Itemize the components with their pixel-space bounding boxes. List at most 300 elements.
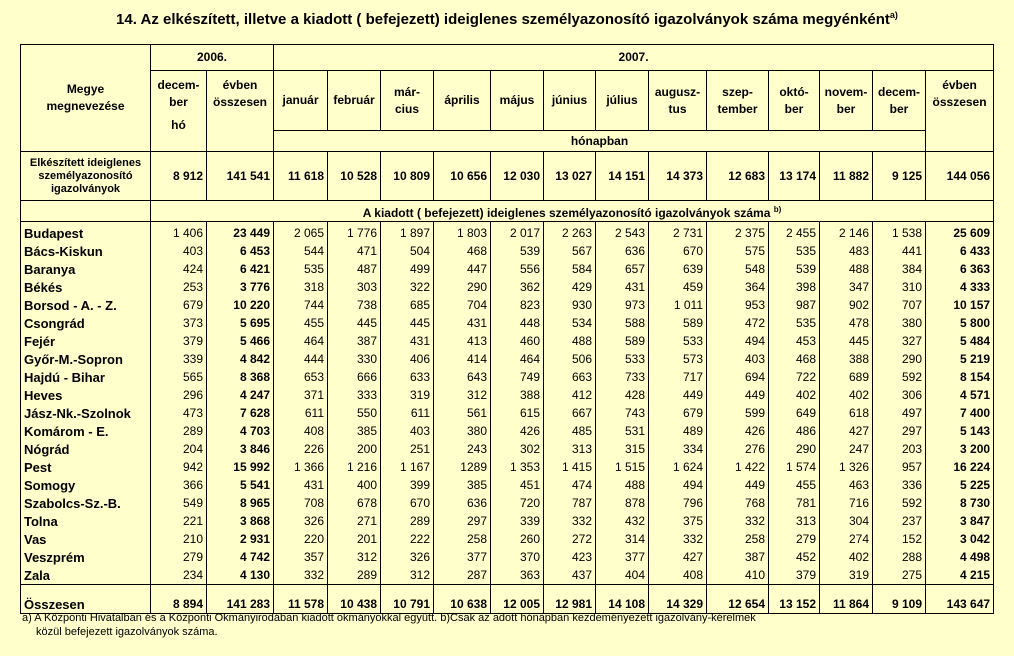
cell: 371 [274, 386, 328, 404]
cell: 2 543 [596, 222, 649, 243]
cell: 489 [649, 422, 707, 440]
county-name: Nógrád [21, 440, 151, 458]
cell: 7 400 [926, 404, 994, 422]
cell: 453 [769, 332, 820, 350]
cell: 402 [820, 386, 873, 404]
table-row [21, 260, 994, 278]
month-header: július [596, 71, 649, 131]
cell: 633 [381, 368, 434, 386]
cell: 1 353 [491, 458, 544, 476]
cell: 398 [769, 278, 820, 296]
cell: 704 [434, 296, 491, 314]
month-header: április [434, 71, 491, 131]
county-column-header: Megye megnevezése [21, 45, 151, 152]
cell: 534 [544, 314, 596, 332]
cell: 4 742 [207, 548, 274, 566]
cell: 2 263 [544, 222, 596, 243]
cell: 720 [491, 494, 544, 512]
cell: 332 [707, 512, 769, 530]
cell: 535 [274, 260, 328, 278]
cell: 271 [328, 512, 381, 530]
cell: 455 [274, 314, 328, 332]
cell: 412 [544, 386, 596, 404]
table-row [21, 332, 994, 350]
cell: 1289 [434, 458, 491, 476]
cell: 717 [649, 368, 707, 386]
table-row [21, 494, 994, 512]
county-name: Zala [21, 566, 151, 585]
cell: 413 [434, 332, 491, 350]
cell: 330 [328, 350, 381, 368]
cell: 388 [820, 350, 873, 368]
cell: 12 981 [544, 585, 596, 614]
cell: 494 [649, 476, 707, 494]
cell: 402 [820, 548, 873, 566]
cell: 531 [596, 422, 649, 440]
cell: 15 992 [207, 458, 274, 476]
table-row [21, 548, 994, 566]
cell: 615 [491, 404, 544, 422]
month-header: már- cius [381, 71, 434, 131]
cell: 535 [769, 314, 820, 332]
cell: 3 846 [207, 440, 274, 458]
cell: 488 [820, 260, 873, 278]
month-header: decem- ber [873, 71, 926, 131]
cell: 247 [820, 440, 873, 458]
cell: 237 [873, 512, 926, 530]
cell: 468 [434, 242, 491, 260]
cell: 12 005 [491, 585, 544, 614]
cell: 643 [434, 368, 491, 386]
cell: 4 247 [207, 386, 274, 404]
cell: 902 [820, 296, 873, 314]
cell: 432 [596, 512, 649, 530]
cell: 2 375 [707, 222, 769, 243]
cell: 312 [328, 548, 381, 566]
cell: 447 [434, 260, 491, 278]
cell: 459 [649, 278, 707, 296]
cell: 6 433 [926, 242, 994, 260]
county-name: Budapest [21, 222, 151, 243]
cell: 403 [707, 350, 769, 368]
cell: 357 [274, 548, 328, 566]
cell: 474 [544, 476, 596, 494]
cell: 336 [873, 476, 926, 494]
cell: 455 [769, 476, 820, 494]
cell: 10 220 [207, 296, 274, 314]
cell: 1 406 [151, 222, 207, 243]
table-row [21, 386, 994, 404]
cell: 426 [491, 422, 544, 440]
cell: 289 [381, 512, 434, 530]
cell: 2 146 [820, 222, 873, 243]
cell: 441 [873, 242, 926, 260]
cell: 431 [274, 476, 328, 494]
cell: 743 [596, 404, 649, 422]
cell: 339 [491, 512, 544, 530]
cell: 6 421 [207, 260, 274, 278]
cell: 297 [434, 512, 491, 530]
cell: 473 [151, 404, 207, 422]
cell: 141 283 [207, 585, 274, 614]
cell: 326 [381, 548, 434, 566]
cell: 878 [596, 494, 649, 512]
cell: 1 538 [873, 222, 926, 243]
cell: 544 [274, 242, 328, 260]
cell: 663 [544, 368, 596, 386]
cell: 201 [328, 530, 381, 548]
cell: 319 [381, 386, 434, 404]
cell: 707 [873, 296, 926, 314]
cell: 364 [707, 278, 769, 296]
dec-2006-header: decem- ber hó [151, 71, 207, 152]
table-row [21, 530, 994, 548]
cell: 449 [649, 386, 707, 404]
cell: 384 [873, 260, 926, 278]
cell: 339 [151, 350, 207, 368]
cell: 423 [544, 548, 596, 566]
county-name: Fejér [21, 332, 151, 350]
cell: 402 [769, 386, 820, 404]
cell: 445 [820, 332, 873, 350]
cell: 8 730 [926, 494, 994, 512]
cell: 987 [769, 296, 820, 314]
cell: 427 [649, 548, 707, 566]
cell: 221 [151, 512, 207, 530]
cell: 561 [434, 404, 491, 422]
cell: 689 [820, 368, 873, 386]
cell: 1 167 [381, 458, 434, 476]
county-name: Bács-Kiskun [21, 242, 151, 260]
cell: 9 109 [873, 585, 926, 614]
cell: 315 [596, 440, 649, 458]
cell: 14 329 [649, 585, 707, 614]
cell: 313 [544, 440, 596, 458]
cell: 385 [328, 422, 381, 440]
cell: 464 [491, 350, 544, 368]
honapban-header: hónapban [274, 131, 926, 152]
cell: 385 [434, 476, 491, 494]
cell: 5 541 [207, 476, 274, 494]
cell: 5 466 [207, 332, 274, 350]
cell: 722 [769, 368, 820, 386]
cell: 274 [820, 530, 873, 548]
cell: 657 [596, 260, 649, 278]
cell: 408 [649, 566, 707, 585]
cell: 431 [381, 332, 434, 350]
cell: 302 [491, 440, 544, 458]
cell: 362 [491, 278, 544, 296]
cell: 445 [328, 314, 381, 332]
total-label: Összesen [21, 585, 151, 614]
cell: 290 [873, 350, 926, 368]
cell: 222 [381, 530, 434, 548]
cell: 599 [707, 404, 769, 422]
cell: 431 [434, 314, 491, 332]
cell: 14 151 [596, 152, 649, 201]
cell: 548 [707, 260, 769, 278]
month-header: novem- ber [820, 71, 873, 131]
county-name: Csongrád [21, 314, 151, 332]
cell: 6 453 [207, 242, 274, 260]
cell: 504 [381, 242, 434, 260]
cell: 483 [820, 242, 873, 260]
cell: 636 [434, 494, 491, 512]
cell: 573 [649, 350, 707, 368]
cell: 8 154 [926, 368, 994, 386]
cell: 410 [707, 566, 769, 585]
cell: 10 157 [926, 296, 994, 314]
cell: 744 [274, 296, 328, 314]
cell: 414 [434, 350, 491, 368]
cell: 327 [873, 332, 926, 350]
cell: 679 [151, 296, 207, 314]
county-name: Jász-Nk.-Szolnok [21, 404, 151, 422]
year-2007-header: 2007. [274, 45, 994, 71]
cell: 768 [707, 494, 769, 512]
county-name: Pest [21, 458, 151, 476]
cell: 449 [707, 386, 769, 404]
cell: 403 [381, 422, 434, 440]
cell: 2 455 [769, 222, 820, 243]
table-row [21, 350, 994, 368]
cell: 8 912 [151, 152, 207, 201]
cell: 25 609 [926, 222, 994, 243]
cell: 3 776 [207, 278, 274, 296]
cell: 10 528 [328, 152, 381, 201]
cell: 377 [596, 548, 649, 566]
cell: 449 [707, 476, 769, 494]
cell: 670 [649, 242, 707, 260]
cell: 226 [274, 440, 328, 458]
cell: 2 017 [491, 222, 544, 243]
cell: 589 [596, 332, 649, 350]
cell: 366 [151, 476, 207, 494]
cell: 649 [769, 404, 820, 422]
month-header: február [328, 71, 381, 131]
cell: 253 [151, 278, 207, 296]
cell: 670 [381, 494, 434, 512]
cell: 451 [491, 476, 544, 494]
prepared-row [21, 152, 994, 201]
cell: 539 [769, 260, 820, 278]
cell: 678 [328, 494, 381, 512]
cell: 275 [873, 566, 926, 585]
cell: 234 [151, 566, 207, 585]
table-row [21, 512, 994, 530]
table-row [21, 422, 994, 440]
cell: 5 219 [926, 350, 994, 368]
cell: 953 [707, 296, 769, 314]
cell: 787 [544, 494, 596, 512]
data-table [20, 44, 994, 614]
cell: 1 574 [769, 458, 820, 476]
cell: 4 703 [207, 422, 274, 440]
cell: 556 [491, 260, 544, 278]
county-name: Heves [21, 386, 151, 404]
county-name: Hajdú - Bihar [21, 368, 151, 386]
cell: 506 [544, 350, 596, 368]
cell: 243 [434, 440, 491, 458]
cell: 406 [381, 350, 434, 368]
table-row [21, 440, 994, 458]
cell: 611 [381, 404, 434, 422]
cell: 287 [434, 566, 491, 585]
cell: 8 965 [207, 494, 274, 512]
table-row [21, 296, 994, 314]
cell: 319 [820, 566, 873, 585]
cell: 377 [434, 548, 491, 566]
cell: 379 [151, 332, 207, 350]
cell: 2 065 [274, 222, 328, 243]
cell: 653 [274, 368, 328, 386]
cell: 1 624 [649, 458, 707, 476]
cell: 550 [328, 404, 381, 422]
cell: 14 373 [649, 152, 707, 201]
month-header: június [544, 71, 596, 131]
cell: 258 [707, 530, 769, 548]
total-row [21, 585, 994, 614]
cell: 387 [707, 548, 769, 566]
cell: 313 [769, 512, 820, 530]
cell: 144 056 [926, 152, 994, 201]
cell: 424 [151, 260, 207, 278]
cell: 290 [434, 278, 491, 296]
table-row [21, 368, 994, 386]
cell: 823 [491, 296, 544, 314]
cell: 10 791 [381, 585, 434, 614]
cell: 733 [596, 368, 649, 386]
cell: 533 [596, 350, 649, 368]
year-total-2007-header: évben összesen [926, 71, 994, 152]
cell: 3 200 [926, 440, 994, 458]
cell: 463 [820, 476, 873, 494]
cell: 12 030 [491, 152, 544, 201]
cell: 781 [769, 494, 820, 512]
table-row [21, 314, 994, 332]
cell: 679 [649, 404, 707, 422]
cell: 7 628 [207, 404, 274, 422]
cell: 5 484 [926, 332, 994, 350]
cell: 1 326 [820, 458, 873, 476]
cell: 272 [544, 530, 596, 548]
cell: 204 [151, 440, 207, 458]
footnotes [22, 611, 756, 639]
cell: 667 [544, 404, 596, 422]
cell: 1 897 [381, 222, 434, 243]
table-row [21, 222, 994, 243]
cell: 403 [151, 242, 207, 260]
table-row [21, 566, 994, 585]
cell: 12 654 [707, 585, 769, 614]
cell: 464 [274, 332, 328, 350]
county-name: Veszprém [21, 548, 151, 566]
cell: 3 847 [926, 512, 994, 530]
cell: 4 842 [207, 350, 274, 368]
cell: 9 125 [873, 152, 926, 201]
cell: 618 [820, 404, 873, 422]
cell: 288 [873, 548, 926, 566]
cell: 1 366 [274, 458, 328, 476]
cell: 8 368 [207, 368, 274, 386]
cell: 930 [544, 296, 596, 314]
cell: 749 [491, 368, 544, 386]
cell: 588 [596, 314, 649, 332]
cell: 592 [873, 494, 926, 512]
county-name: Békés [21, 278, 151, 296]
cell: 1 803 [434, 222, 491, 243]
cell: 332 [274, 566, 328, 585]
cell: 373 [151, 314, 207, 332]
cell: 567 [544, 242, 596, 260]
cell: 141 541 [207, 152, 274, 201]
cell: 289 [328, 566, 381, 585]
cell: 11 578 [274, 585, 328, 614]
table-row [21, 242, 994, 260]
cell: 4 130 [207, 566, 274, 585]
cell: 380 [434, 422, 491, 440]
cell: 488 [544, 332, 596, 350]
cell: 152 [873, 530, 926, 548]
county-name: Szabolcs-Sz.-B. [21, 494, 151, 512]
cell: 306 [873, 386, 926, 404]
cell: 5 695 [207, 314, 274, 332]
cell: 12 683 [707, 152, 769, 201]
cell: 326 [274, 512, 328, 530]
cell: 2 731 [649, 222, 707, 243]
cell: 304 [820, 512, 873, 530]
cell: 1 515 [596, 458, 649, 476]
cell: 448 [491, 314, 544, 332]
cell: 297 [873, 422, 926, 440]
table-row [21, 458, 994, 476]
cell: 1 422 [707, 458, 769, 476]
cell: 460 [491, 332, 544, 350]
year-total-2006-header: évben összesen [207, 71, 274, 152]
cell: 279 [151, 548, 207, 566]
cell: 279 [769, 530, 820, 548]
month-header: január [274, 71, 328, 131]
month-header: május [491, 71, 544, 131]
cell: 13 027 [544, 152, 596, 201]
cell: 363 [491, 566, 544, 585]
cell: 314 [596, 530, 649, 548]
cell: 303 [328, 278, 381, 296]
blank-cell [21, 201, 151, 222]
issued-section-header: A kiadott ( befejezett) ideiglenes személyazonosító igazolványok száma $^{b)}$ [151, 201, 994, 222]
county-name: Somogy [21, 476, 151, 494]
cell: 5 225 [926, 476, 994, 494]
cell: 428 [596, 386, 649, 404]
cell: 399 [381, 476, 434, 494]
cell: 426 [707, 422, 769, 440]
cell: 1 216 [328, 458, 381, 476]
cell: 471 [328, 242, 381, 260]
cell: 258 [434, 530, 491, 548]
cell: 488 [596, 476, 649, 494]
cell: 942 [151, 458, 207, 476]
cell: 310 [873, 278, 926, 296]
cell: 487 [328, 260, 381, 278]
table-title: 14. Az elkészített, illetve a kiadott ( befejezett) ideiglenes személyazonosító igazolványok száma megyénként$^{a)}$ [116, 10, 898, 28]
county-name: Komárom - E. [21, 422, 151, 440]
cell: 1 776 [328, 222, 381, 243]
cell: 11 882 [820, 152, 873, 201]
cell: 4 215 [926, 566, 994, 585]
cell: 318 [274, 278, 328, 296]
cell: 437 [544, 566, 596, 585]
cell: 639 [649, 260, 707, 278]
